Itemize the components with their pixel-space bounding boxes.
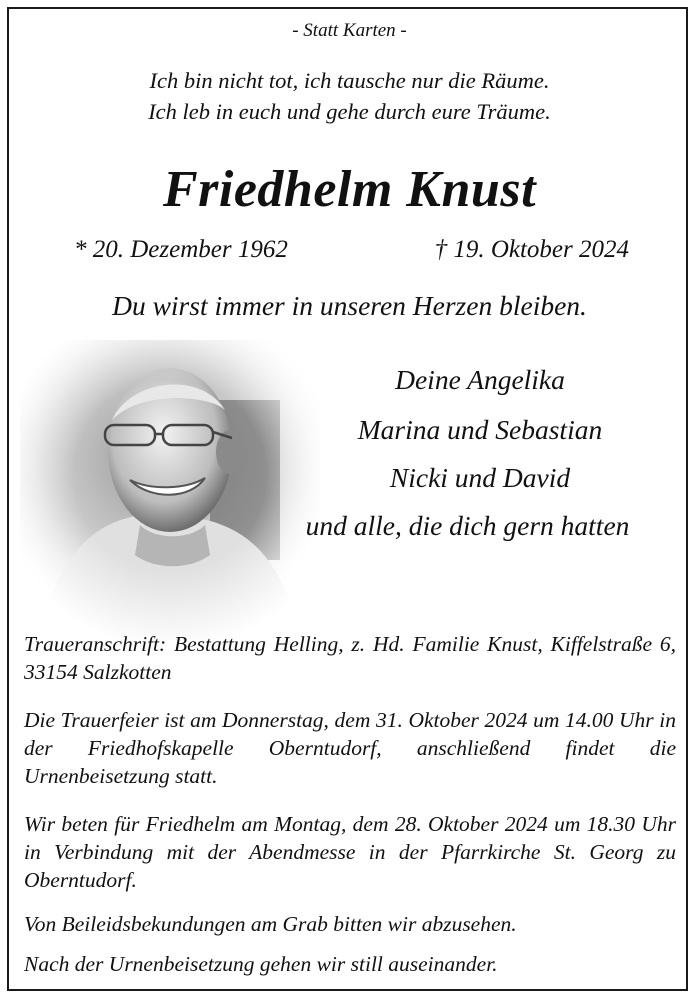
verse-line-1: Ich bin nicht tot, ich tausche nur die Räume. (149, 68, 550, 93)
family-line-4: und alle, die dich gern hatten (305, 510, 630, 541)
death-date: † 19. Oktober 2024 (434, 236, 629, 263)
mourning-address: Traueranschrift: Bestattung Helling, z. Hd. Familie Knust, Kiffelstraße 6, 33154 Salzkotten (24, 632, 676, 684)
family-line-2: Marina und Sebastian (357, 414, 603, 445)
birth-date: * 20. Dezember 1962 (74, 236, 288, 263)
portrait-photo-icon (20, 340, 320, 640)
deceased-name: Friedhelm Knust (162, 161, 537, 218)
verse-line-2: Ich leb in euch und gehe durch eure Träume. (148, 99, 551, 124)
family-line-1: Deine Angelika (395, 364, 565, 395)
funeral-service-info: Die Trauerfeier ist am Donnerstag, dem 31. Oktober 2024 um 14.00 Uhr in der Friedhofskapelle Oberntudorf, anschließend findet die Urnenbeisetzung statt. (24, 708, 676, 788)
prayer-service-info: Wir beten für Friedhelm am Montag, dem 28. Oktober 2024 um 18.30 Uhr in Verbindung mit der Abendmesse in der Pfarrkirche St. Georg zu Oberntudorf. (24, 812, 676, 892)
portrait-photo (20, 340, 320, 640)
closing-note: Nach der Urnenbeisetzung gehen wir still auseinander. (24, 952, 498, 976)
condolence-request: Von Beileidsbekundungen am Grab bitten wir abzusehen. (24, 912, 517, 936)
family-line-3: Nicki und David (389, 462, 571, 493)
memorial-motto: Du wirst immer in unseren Herzen bleiben. (112, 290, 587, 321)
statt-karten-label: - Statt Karten - (292, 20, 407, 41)
